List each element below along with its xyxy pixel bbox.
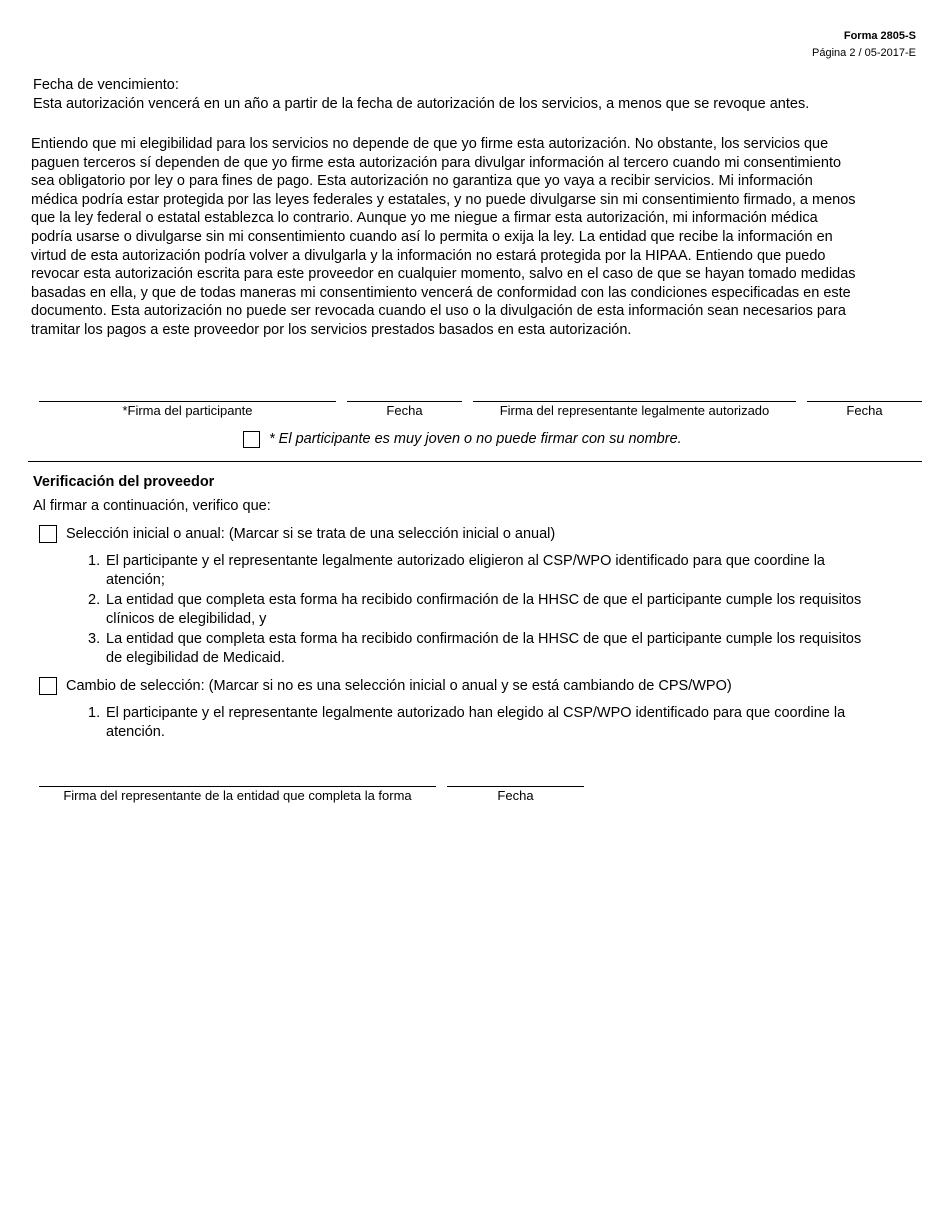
lar-date-label: Fecha xyxy=(846,403,883,418)
list-item-text: El participante y el representante legalmente autorizado eligieron al CSP/WPO identificado para que coordine la xyxy=(106,553,825,569)
entity-date-label: Fecha xyxy=(497,788,534,803)
consent-line: basadas en ella, y que de todas maneras mi consentimiento vencerá de conformidad con las condiciones especificadas en este xyxy=(31,284,851,301)
initial-selection-checkbox[interactable] xyxy=(39,525,57,543)
participant-signature-label: *Firma del participante xyxy=(122,403,253,418)
list-item xyxy=(88,630,862,668)
initial-selection-label: Selección inicial o anual: (Marcar si se trata de una selección inicial o anual) xyxy=(66,526,556,542)
list-item-text: de elegibilidad de Medicaid. xyxy=(106,650,285,666)
consent-paragraph xyxy=(31,135,856,340)
lar-signature-label: Firma del representante legalmente autorizado xyxy=(499,403,770,418)
consent-line: médica podría estar protegida por las leyes federales y estatales, y no puede divulgarse sin mi consentimiento firmado, a menos xyxy=(31,191,856,208)
consent-line: revocar esta autorización escrita para este proveedor en cualquier momento, salvo en el caso de que se hayan tomado medidas xyxy=(31,266,856,283)
change-selection-checkbox[interactable] xyxy=(39,677,57,695)
list-item xyxy=(88,591,862,629)
young-participant-checkbox[interactable] xyxy=(243,431,260,448)
participant-signature-line[interactable] xyxy=(39,401,336,402)
list-item-text: El participante y el representante legalmente autorizado han elegido al CSP/WPO identificado para que coordine la xyxy=(106,705,846,721)
young-participant-label: * El participante es muy joven o no puede firmar con su nombre. xyxy=(269,431,682,447)
participant-date-line[interactable] xyxy=(347,401,462,402)
expiration-title: Fecha de vencimiento: xyxy=(33,77,179,93)
consent-line: sea obligatorio por ley o para fines de pago. Esta autorización no garantiza que yo vaya a recibir servicios. Mi información xyxy=(31,173,813,190)
entity-signature-label: Firma del representante de la entidad que completa la forma xyxy=(63,788,412,803)
lar-date-line[interactable] xyxy=(807,401,922,402)
lar-signature-line[interactable] xyxy=(473,401,796,402)
list-item-number: 1. xyxy=(88,705,101,721)
section-divider xyxy=(28,461,922,462)
list-item-number: 3. xyxy=(88,631,101,647)
consent-line: virtud de esta autorización podría volver a divulgarla y la información no estará protegida por la HIPAA. Entiendo que puedo xyxy=(31,247,826,264)
consent-line: podría usarse o divulgarse sin mi consentimiento cuando así lo permita o exija la ley. La entidad que recibe la información en xyxy=(31,228,833,245)
list-item-number: 2. xyxy=(88,592,101,608)
list-item-text: atención. xyxy=(106,724,165,740)
list-item-text: La entidad que completa esta forma ha recibido confirmación de la HHSC de que el participante cumple los requisitos xyxy=(106,592,862,608)
expiration-text: Esta autorización vencerá en un año a partir de la fecha de autorización de los servicios, a menos que se revoque antes. xyxy=(33,96,810,112)
page-info: Página 2 / 05-2017-E xyxy=(812,47,916,59)
consent-line: Entiendo que mi elegibilidad para los servicios no depende de que yo firme esta autorización. No obstante, los servicios que xyxy=(31,136,829,152)
consent-line: paguen terceros sí dependen de que yo firme esta autorización para divulgar información al tercero cuando mi consentimiento xyxy=(31,154,842,171)
participant-date-label: Fecha xyxy=(386,403,423,418)
list-item-number: 1. xyxy=(88,553,101,569)
consent-line: que la ley federal o estatal establezca lo contrario. Aunque yo me niegue a firmar esta autorización, mi información médica xyxy=(31,210,818,227)
provider-verification-title: Verificación del proveedor xyxy=(33,474,215,490)
entity-date-line[interactable] xyxy=(447,786,584,787)
consent-line: documento. Esta autorización no puede ser revocada cuando el uso o la divulgación de esta información sean necesarios para xyxy=(31,303,846,320)
provider-intro: Al firmar a continuación, verifico que: xyxy=(33,498,271,514)
list-item-text: atención; xyxy=(106,572,165,588)
consent-line: tramitar los pagos a este proveedor por los servicios prestados basados en esta autorización. xyxy=(31,321,632,338)
form-number: Forma 2805-S xyxy=(843,30,916,42)
list-item xyxy=(88,552,825,590)
list-item-text: La entidad que completa esta forma ha recibido confirmación de la HHSC de que el participante cumple los requisitos xyxy=(106,631,862,647)
list-item xyxy=(88,704,846,742)
entity-signature-line[interactable] xyxy=(39,786,436,787)
change-selection-label: Cambio de selección: (Marcar si no es una selección inicial o anual y se está cambiando de CPS/WPO) xyxy=(66,678,732,694)
list-item-text: clínicos de elegibilidad, y xyxy=(106,611,267,627)
